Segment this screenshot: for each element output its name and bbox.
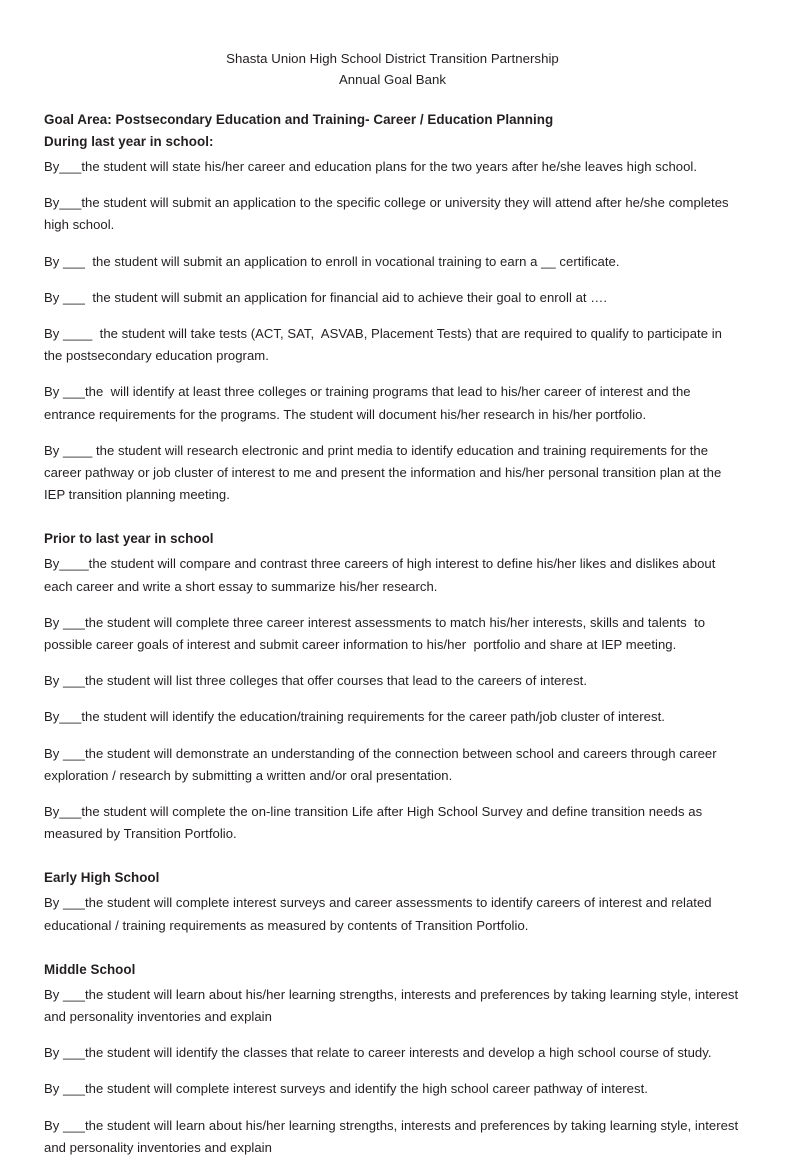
goal-item: By___the student will identify the education/training requirements for the career path/job cluster of interest. <box>44 709 665 725</box>
section-heading-early-high-school: Early High School <box>44 870 160 886</box>
section-early-high-school <box>44 867 741 936</box>
goal-item: By ___the student will list three colleges that offer courses that lead to the careers of interest. <box>44 673 588 689</box>
goal-item: By___the student will complete the on-line transition Life after High School Survey and define transition needs as measured by Transition Portfolio. <box>44 804 706 842</box>
goal-item: By___the student will state his/her career and education plans for the two years after he/she leaves high school. <box>44 159 698 174</box>
section-prior-to-last-year <box>44 528 741 845</box>
goal-item: By ___ the student will submit an application for financial aid to achieve their goal to enroll at …. <box>44 289 608 305</box>
section-heading-during-last-year: During last year in school: <box>44 134 214 149</box>
goal-item: By ____ the student will take tests (ACT, SAT, ASVAB, Placement Tests) that are required to qualify to participate in the postsecondary education program. <box>44 326 726 364</box>
document-title-line-2: Annual Goal Bank <box>338 72 447 87</box>
goal-item: By ___ the student will submit an application to enroll in vocational training to earn a __ certificate. <box>44 253 620 269</box>
section-middle-school <box>44 959 741 1159</box>
sections-container <box>44 131 741 1159</box>
goal-item: By___the student will submit an application to the specific college or university they will attend after he/she completes high school. <box>44 195 733 233</box>
goal-item: By ___the student will demonstrate an understanding of the connection between school and careers through career exploration / research by submitting a written and/or oral presentation. <box>44 745 721 783</box>
goal-item: By ___the student will learn about his/her learning strengths, interests and preferences by taking learning style, interest and personality inventories and explain <box>44 1117 742 1155</box>
document-title-line-1: Shasta Union High School District Transition Partnership <box>226 51 559 66</box>
goal-area-heading: Goal Area: Postsecondary Education and Training- Career / Education Planning <box>44 112 554 127</box>
goal-item: By____the student will compare and contrast three careers of high interest to define his/her likes and dislikes about each career and write a short essay to summarize his/her research. <box>44 556 720 594</box>
goal-item: By ____ the student will research electronic and print media to identify education and training requirements for the career pathway or job cluster of interest to me and present the information and his/her personal transition plan at the IEP transition planning meeting. <box>44 442 725 503</box>
section-during-last-year <box>44 131 741 506</box>
section-heading-middle-school: Middle School <box>44 961 136 977</box>
goal-item: By ___the student will complete interest surveys and career assessments to identify careers of interest and related educational / training requirements as measured by contents of Transition Portfolio. <box>44 895 716 933</box>
section-heading-prior-to-last-year: Prior to last year in school <box>44 531 214 547</box>
goal-item: By ___the student will learn about his/her learning strengths, interests and preferences by taking learning style, interest and personality inventories and explain <box>44 986 742 1025</box>
goal-item: By ___the student will identify the classes that relate to career interests and develop a high school course of study. <box>44 1045 712 1061</box>
goal-item: By ___the student will complete three career interest assessments to match his/her interests, skills and talents to possible career goals of interest and submit career information to his/her portfolio and share at IEP meeting. <box>44 614 709 653</box>
goal-item: By ___the student will complete interest surveys and identify the high school career pathway of interest. <box>44 1081 648 1097</box>
goal-item: By ___the will identify at least three colleges or training programs that lead to his/her career of interest and the entrance requirements for the programs. The student will document his/her research in his/her portfolio. <box>44 384 695 422</box>
